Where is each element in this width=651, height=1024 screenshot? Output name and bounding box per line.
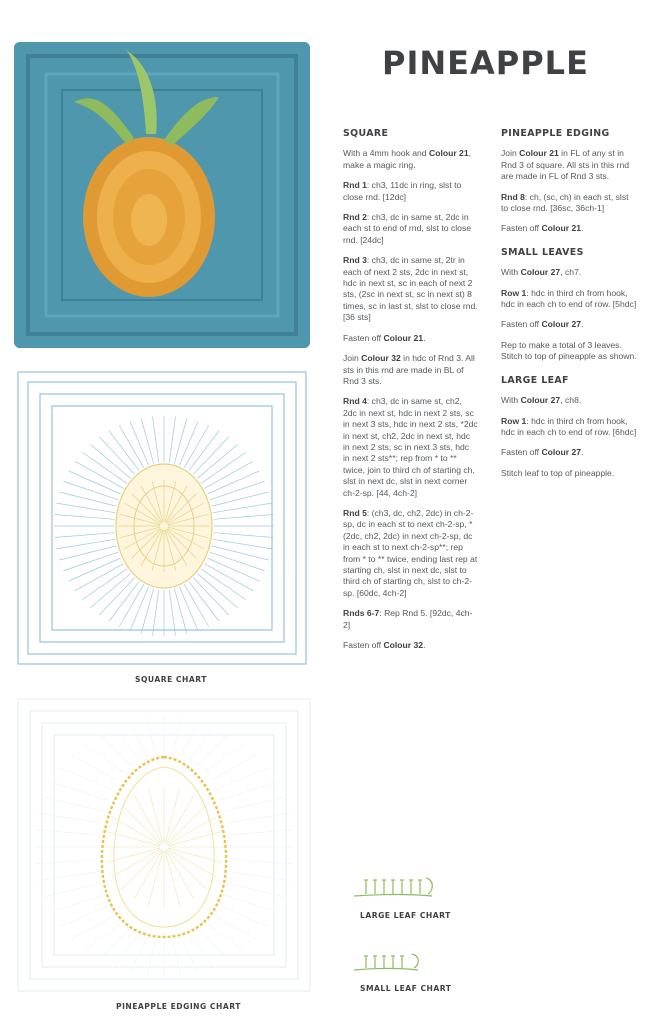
edging-leaf-instructions: [501, 128, 637, 488]
square-instructions: [343, 128, 478, 660]
rnd-5: Rnd 5: (ch3, dc, ch2, 2dc) in ch-2-sp, dc in each st to next ch-2-sp, *(2dc, ch2, 2dc) in next ch-2-sp, dc in each st to next ch-2-sp**; rep from * to ** twice, ending last rep at starting ch, slst in next dc, slst to third ch of starting ch, slst to ch-2-sp. [60dc, 4ch-2]: [343, 507, 478, 598]
join-colour-32: Join Colour 32 in hdc of Rnd 3. All sts in this rnd are made in BL of Rnd 3 sts.: [343, 353, 475, 386]
edging-chart-diagram: [14, 695, 314, 995]
pineapple-square-illustration: [14, 42, 310, 348]
edging-fasten: Fasten off Colour 21.: [501, 223, 584, 234]
small-leaves-repeat: Rep to make a total of 3 leaves. Stitch to top of pineapple as shown.: [501, 339, 637, 362]
square-heading: SQUARE: [343, 128, 389, 139]
square-intro: With a 4mm hook and Colour 21, make a magic ring.: [343, 148, 472, 170]
large-leaf-chart-diagram: [352, 874, 436, 900]
rnd-4: Rnd 4: ch3, dc in same st, ch2, 2dc in next st, hdc in next 2 sts, sc in next 3 sts, hdc in next 2 sts, *2dc in next st, ch2, 2dc in next st, hdc in next 2 sts, sc in next 3 sts, hdc in next 2 sts**; rep from * to ** twice, join to third ch of starting ch, slst in next dc, slst in next corner ch-2-sp. [44, 4ch-2]: [343, 396, 478, 498]
large-leaf-row-1: Row 1: hdc in third ch from hook, hdc in each ch to end of row. [6hdc]: [501, 415, 637, 437]
fasten-off-32: Fasten off Colour 32.: [343, 640, 426, 651]
large-leaf-with: With Colour 27, ch8.: [501, 395, 582, 406]
large-leaf-chart-caption: LARGE LEAF CHART: [360, 911, 451, 920]
square-chart-diagram: [14, 368, 310, 668]
edging-join: Join Colour 21 in FL of any st in Rnd 3 of square. All sts in this rnd are made in FL of Rnd 3 sts.: [501, 148, 630, 182]
square-chart-caption: SQUARE CHART: [135, 675, 207, 684]
pineapple-edging-chart: [14, 695, 314, 995]
rnd-8: Rnd 8: ch, (sc, ch) in each st, slst to close rnd. [36sc, 36ch-1]: [501, 191, 629, 214]
square-chart: [14, 368, 310, 668]
small-leaf-chart-caption: SMALL LEAF CHART: [360, 984, 452, 993]
edging-heading: PINEAPPLE EDGING: [501, 128, 610, 139]
large-leaf-heading: LARGE LEAF: [501, 374, 569, 386]
large-leaf-stitch: Stitch leaf to top of pineapple.: [501, 467, 615, 478]
small-leaf-chart: [352, 950, 422, 974]
rnd-1: Rnd 1: ch3, 11dc in ring, slst to close rnd. [12dc]: [343, 180, 462, 202]
large-leaf-fasten: Fasten off Colour 27.: [501, 447, 584, 458]
pineapple-square-photo: [14, 42, 310, 348]
page-title: PINEAPPLE: [382, 44, 589, 82]
fasten-off-21: Fasten off Colour 21.: [343, 332, 426, 343]
small-leaves-heading: SMALL LEAVES: [501, 246, 584, 258]
edging-chart-caption: PINEAPPLE EDGING CHART: [116, 1002, 241, 1011]
small-leaves-fasten: Fasten off Colour 27.: [501, 319, 584, 330]
large-leaf-chart: [352, 874, 436, 900]
small-leaves-row-1: Row 1: hdc in third ch from hook, hdc in each ch to end of row. [5hdc]: [501, 287, 637, 310]
rnds-6-7: Rnds 6-7: Rep Rnd 5. [92dc, 4ch-2]: [343, 608, 473, 630]
rnd-3: Rnd 3: ch3, dc in same st, 2tr in each of next 2 sts, 2dc in next st, hdc in next st, sc in each of next 2 sts, (2sc in next st, sc in next st) 8 times, sc in last st, slst to close rnd. [36 sts]: [343, 255, 478, 323]
small-leaves-with: With Colour 27, ch7.: [501, 267, 582, 278]
small-leaf-chart-diagram: [352, 950, 422, 974]
rnd-2: Rnd 2: ch3, dc in same st, 2dc in each st to end of rnd, slst to close rnd. [24dc]: [343, 212, 472, 245]
